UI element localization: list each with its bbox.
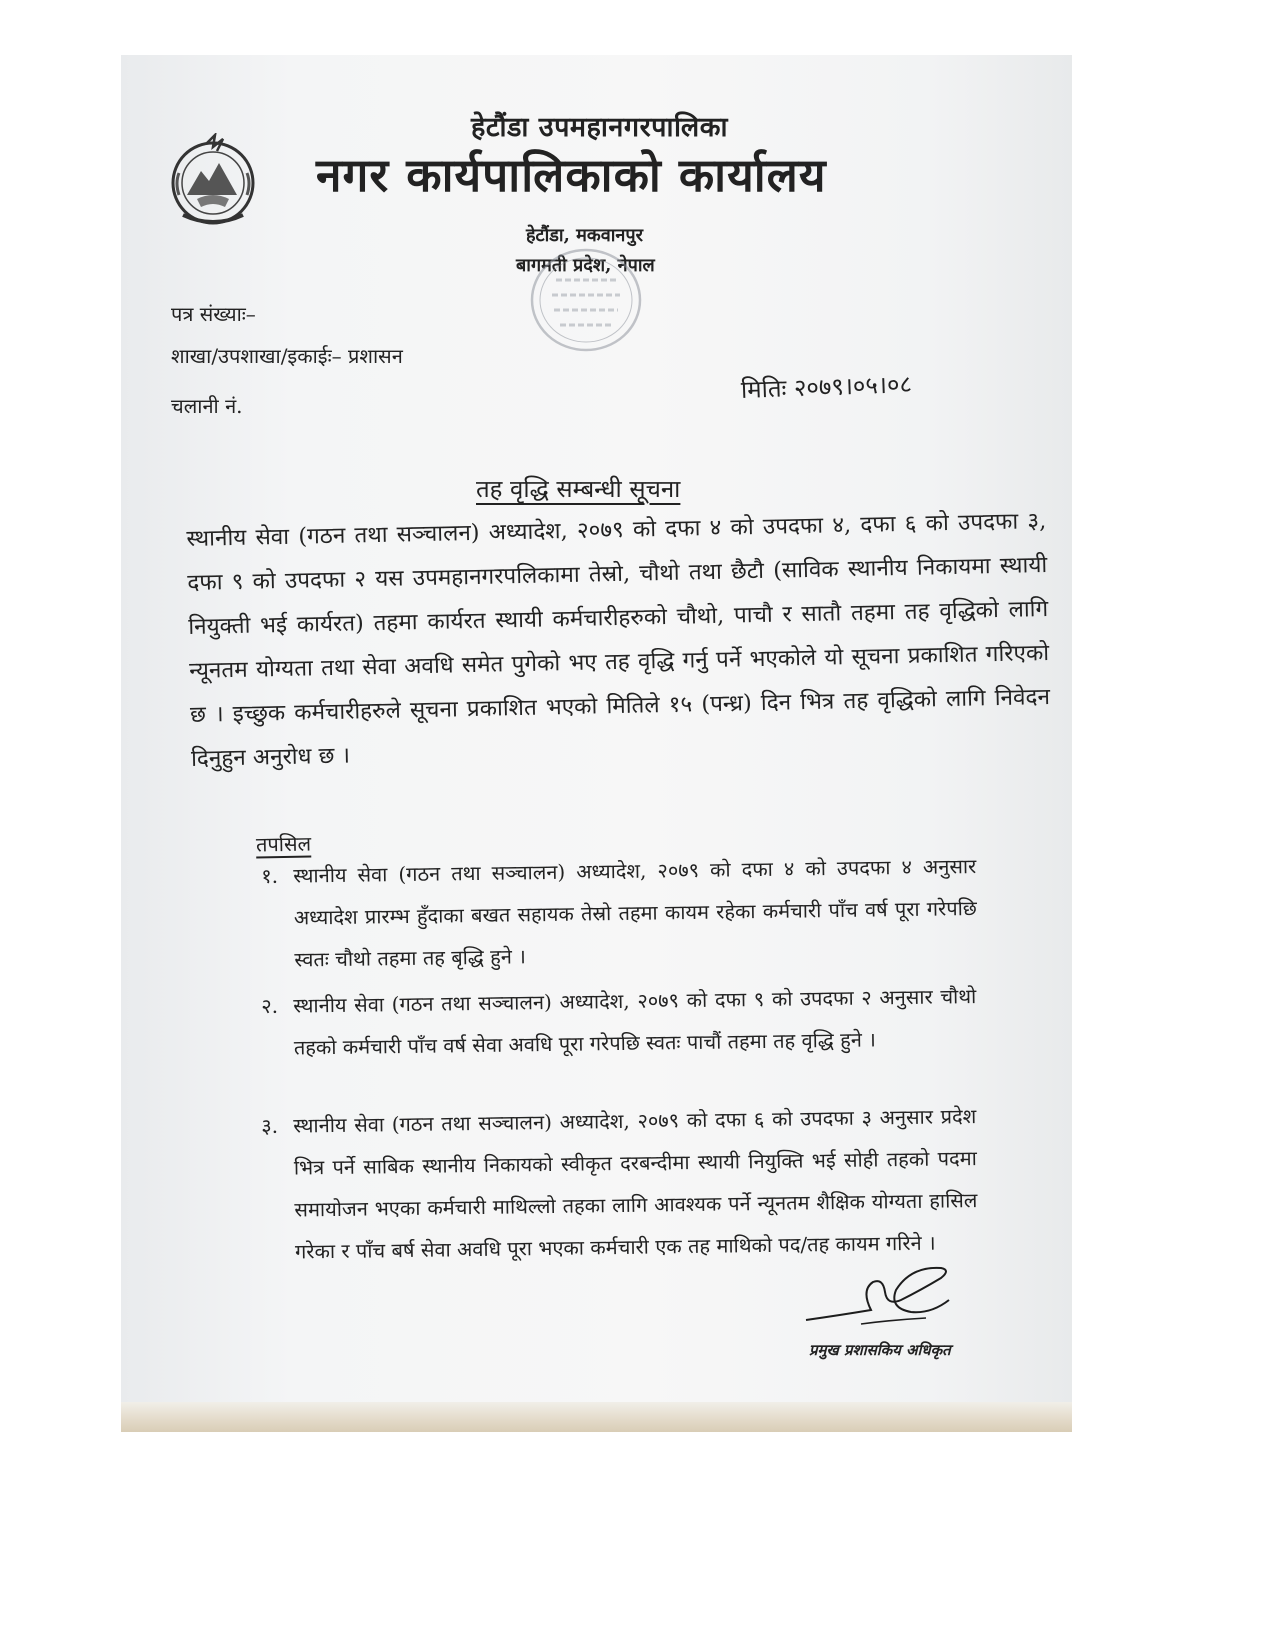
list-item-text: स्थानीय सेवा (गठन तथा सञ्चालन) अध्यादेश, २०७९ को दफा ४ को उपदफा ४ अनुसार अध्यादेश प्रारम्भ हुँदाका बखत सहायक तेस्रो तहमा कायम रहेका कर्मचारी पाँच वर्ष पूरा गरेपछि स्वतः चौथो तहमा तह बृद्धि हुने । bbox=[293, 854, 977, 972]
list-item-number: २. bbox=[261, 993, 279, 1018]
signature-icon bbox=[801, 1260, 956, 1340]
details-heading: तपसिल bbox=[255, 831, 312, 857]
list-item bbox=[261, 1095, 978, 1273]
signatory-title: प्रमुख प्रशासकिय अधिकृत bbox=[809, 1341, 951, 1359]
list-item-number: ३. bbox=[261, 1113, 279, 1138]
list-item bbox=[261, 845, 978, 981]
letter-date: मितिः २०७९।०५।०८ bbox=[740, 370, 913, 404]
address-line-2: बागमती प्रदेश, नेपाल bbox=[516, 255, 655, 276]
office-title: नगर कार्यपालिकाको कार्यालय bbox=[316, 148, 827, 202]
nepal-emblem-icon bbox=[167, 133, 259, 229]
address-line-1: हेटौंडा, मकवानपुर bbox=[526, 225, 643, 246]
dispatch-number: चलानी नं. bbox=[171, 394, 243, 418]
list-item-text: स्थानीय सेवा (गठन तथा सञ्चालन) अध्यादेश, २०७९ को दफा ६ को उपदफा ३ अनुसार प्रदेश भित्र पर्ने साबिक स्थानीय निकायको स्वीकृत दरबन्दीमा स्थायी नियुक्ति भई सोही तहको पदमा समायोजन भएका कर्मचारी माथिल्लो तहका लागि आवश्यक पर्ने न्यूनतम शैक्षिक योग्यता हासिल गरेका र पाँच बर्ष सेवा अवधि पूरा भएका कर्मचारी एक तह माथिको पद/तह कायम गरिने । bbox=[293, 1104, 978, 1264]
municipality-name: हेटौंडा उपमहानगरपालिका bbox=[471, 112, 728, 143]
list-item bbox=[261, 975, 977, 1069]
notice-body: स्थानीय सेवा (गठन तथा सञ्चालन) अध्यादेश, २०७९ को दफा ४ को उपदफा ४, दफा ६ को उपदफा ३, दफा ९ को उपदफा २ यस उपमहानगरपलिकामा तेस्रो, चौथो तथा छैटौ (साविक स्थानीय निकायमा स्थायी नियुक्ती भई कार्यरत) तहमा कार्यरत स्थायी कर्मचारीहरुको चौथो, पाचौ र सातौ तहमा तह वृद्धिको लागि न्यूनतम योग्यता तथा सेवा अवधि समेत पुगेको भए तह वृद्धि गर्नु पर्ने भएकोले यो सूचना प्रकाशित गरिएको छ । इच्छुक कर्मचारीहरुले सूचना प्रकाशित भएको मितिले १५ (पन्ध्र) दिन भित्र तह वृद्धिको लागि निवेदन दिनुहुन अनुरोध छ । bbox=[186, 507, 1051, 772]
list-item-text: स्थानीय सेवा (गठन तथा सञ्चालन) अध्यादेश, २०७९ को दफा ९ को उपदफा २ अनुसार चौथो तहको कर्मचारी पाँच वर्ष सेवा अवधि पूरा गरेपछि स्वतः पाचौं तहमा तह वृद्धि हुने । bbox=[293, 984, 977, 1060]
letter-number: पत्र संख्याः– bbox=[171, 302, 256, 326]
office-stamp-icon bbox=[526, 240, 646, 360]
branch-line: शाखा/उपशाखा/इकाईः– प्रशासन bbox=[171, 344, 403, 368]
document-page bbox=[121, 55, 1072, 1432]
notice-subject: तह वृद्धि सम्बन्धी सूचना bbox=[476, 475, 681, 503]
list-item-number: १. bbox=[261, 863, 279, 888]
